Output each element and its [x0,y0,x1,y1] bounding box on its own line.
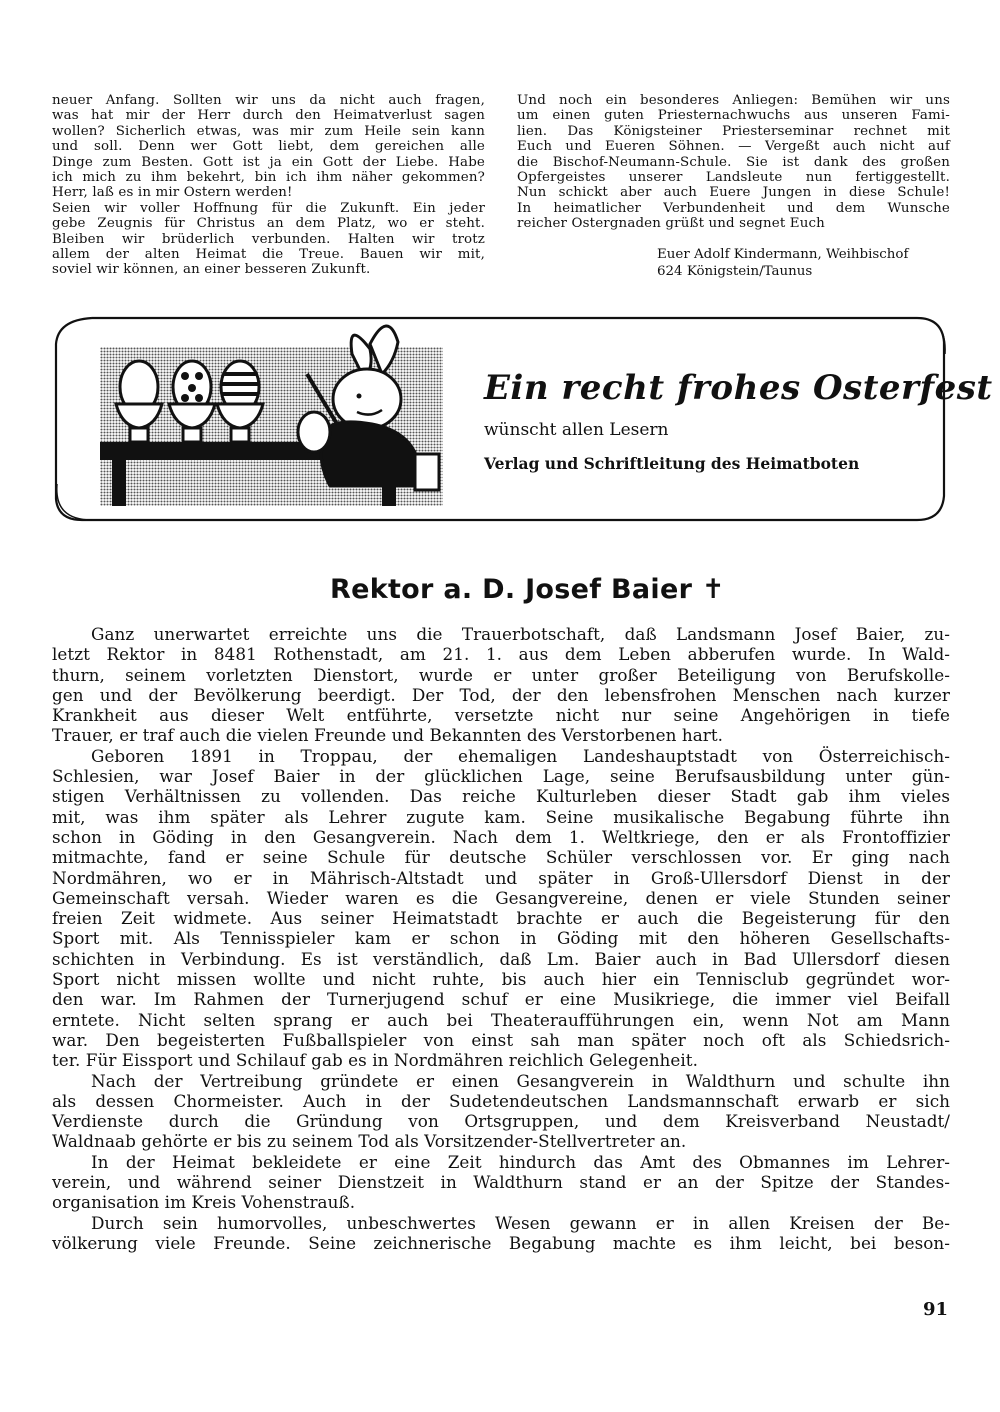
text-line: verein, und während seiner Dienstzeit in Waldthurn stand er an der Spitze der Standes- [52,1172,950,1193]
text-line: gebe Zeugnis für Christus an dem Platz, wo er steht. [52,216,485,232]
text-line: Durch sein humorvolles, unbeschwertes Wesen gewann er in allen Kreisen der Be- [91,1212,950,1233]
text-line: Dinge zum Besten. Gott ist ja ein Gott der Liebe. Habe [52,154,485,170]
article-title [330,574,725,605]
text-line: letzt Rektor in 8481 Rothenstadt, am 21. 1. aus dem Leben abberufen wurde. In Wald- [52,644,950,665]
text-line: mit, was ihm später als Lehrer zugute kam. Seine musikalische Begabung führte ihn [52,806,950,827]
text-line: um einen guten Priesternachwuchs aus unseren Fami- [517,108,950,124]
text-line: Trauer, er traf auch die vielen Freunde und Bekannten des Verstorbenen hart. [52,725,724,746]
signature-name: Euer Adolf Kindermann, Weihbischof [657,247,909,262]
page-number: 91 [923,1299,949,1320]
text-line: freien Zeit widmete. Aus seiner Heimatstadt brachte er auch die Begeisterung für den [52,908,950,929]
text-line: die Bischof-Neumann-Schule. Sie ist dank des großen [517,154,950,170]
easter-greeting-text [484,370,993,473]
signature-address: 624 Königstein/Taunus [657,264,813,279]
text-line: Seien wir voller Hoffnung für die Zukunft. Ein jeder [52,200,485,216]
text-line: schichten in Verbindung. Es ist verständlich, daß Lm. Baier auch in Bad Ullersdorf diesen [52,948,950,969]
text-line: Und noch ein besonderes Anliegen: Bemühen wir uns [517,93,950,108]
cross-icon: ✝ [701,574,725,605]
text-line: soviel wir können, an einer besseren Zukunft. [52,262,371,278]
text-line: Ganz unerwartet erreichte uns die Trauerbotschaft, daß Landsmann Josef Baier, zu- [91,624,950,644]
text-line: thurn, seinem vorletzten Dienstort, wurde er unter großer Beteiligung von Berufskolle- [52,664,950,685]
text-line: In der Heimat bekleidete er eine Zeit hindurch das Amt des Obmannes im Lehrer- [91,1151,950,1172]
text-line: Opfergeistes unserer Landsleute nun fertiggestellt. [517,170,950,186]
text-line: Bleiben wir brüderlich verbunden. Halten wir trotz [52,231,485,247]
text-line: ter. Für Eissport und Schilauf gab es in Nordmähren reichlich Gelegenheit. [52,1050,698,1071]
easter-bunny-illustration [100,326,443,506]
text-line: und soll. Denn wer Gott liebt, dem gereichen alle [52,139,485,155]
text-line: organisation im Kreis Vohenstrauß. [52,1192,356,1213]
text-line: neuer Anfang. Sollten wir uns da nicht auch fragen, [52,93,485,108]
greeting-headline: Ein recht frohes Osterfest [484,368,993,408]
text-line: Nordmähren, wo er in Mährisch-Altstadt und später in Groß-Ullersdorf Dienst in der [52,867,950,888]
text-line: stigen Verhältnissen zu vollenden. Das reiche Kulturleben dieser Stadt gab ihm vieles [52,786,950,807]
text-line: was hat mir der Herr durch den Heimatverlust sagen [52,108,485,124]
text-line: Schlesien, war Josef Baier in der glücklichen Lage, seine Berufsausbildung unter gün- [52,766,950,787]
article-body [52,624,950,1253]
text-line: Sport nicht missen wollte und nicht ruhte, bis auch hier ein Tennisclub gegründet wor- [52,969,950,990]
text-line: den war. Im Rahmen der Turnerjugend schuf er eine Musikriege, die immer viel Beifall [52,989,950,1010]
text-line: als dessen Chormeister. Auch in der Sudetendeutschen Landsmannschaft erwarb er sich [52,1090,950,1111]
text-line: mitmachte, fand er seine Schule für deutsche Schüler verschlossen vor. Er ging nach [52,847,950,868]
text-line: Nach der Vertreibung gründete er einen Gesangverein in Waldthurn und schulte ihn [91,1070,950,1091]
letter-right-column [517,93,950,232]
text-line: Geboren 1891 in Troppau, der ehemaligen Landeshauptstadt von Österreichisch- [91,745,950,766]
text-line: lien. Das Königsteiner Priesterseminar rechnet mit [517,123,950,139]
text-line: war. Den begeisterten Fußballspieler von einst sah man später noch oft als Schiedsrich- [52,1029,950,1050]
text-line: In heimatlicher Verbundenheit und dem Wunsche [517,200,950,216]
text-line: ich mich zu ihm bekehrt, bin ich ihm näher gekommen? [52,170,485,186]
article-title-text: Rektor a. D. Josef Baier [330,574,693,605]
text-line: Verdienste durch die Gründung von Ortsgruppen, und dem Kreisverband Neustadt/ [52,1111,950,1132]
text-line: gen und der Bevölkerung beerdigt. Der Tod, der den lebensfrohen Menschen nach kurzer [52,684,950,705]
signature [657,246,908,280]
text-line: völkerung viele Freunde. Seine zeichnerische Begabung machte es ihm leicht, bei beson- [52,1232,950,1253]
text-line: Herr, laß es in mir Ostern werden! [52,185,293,201]
text-line: Waldnaab gehörte er bis zu seinem Tod als Vorsitzender-Stellvertreter an. [52,1131,687,1152]
letter-left-column [52,93,485,278]
text-line: Gemeinschaft versah. Wieder waren es die Gesangvereine, denen er viele Stunden seiner [52,887,950,908]
text-line: wollen? Sicherlich etwas, was mir zum Heile sein kann [52,123,485,139]
text-line: Sport mit. Als Tennisspieler kam er schon in Göding mit den höheren Gesellschafts- [52,928,950,949]
text-line: Krankheit aus dieser Welt entführte, versetzte nicht nur seine Angehörigen in tiefe [52,705,950,726]
greeting-credit: Verlag und Schriftleitung des Heimatboten [484,454,860,473]
text-line: allem der alten Heimat die Treue. Bauen wir mit, [52,247,485,263]
text-line: erntete. Nicht selten sprang er auch bei Theateraufführungen ein, wenn Not am Mann [52,1009,950,1030]
text-line: reicher Ostergnaden grüßt und segnet Euch [517,216,825,232]
text-line: schon in Göding in den Gesangverein. Nach dem 1. Weltkriege, den er als Frontoffizier [52,826,950,847]
text-line: Euch und Eueren Söhnen. — Vergeßt auch nicht auf [517,139,950,155]
greeting-subline: wünscht allen Lesern [484,420,669,440]
text-line: Nun schickt aber auch Euere Jungen in diese Schule! [517,185,950,201]
